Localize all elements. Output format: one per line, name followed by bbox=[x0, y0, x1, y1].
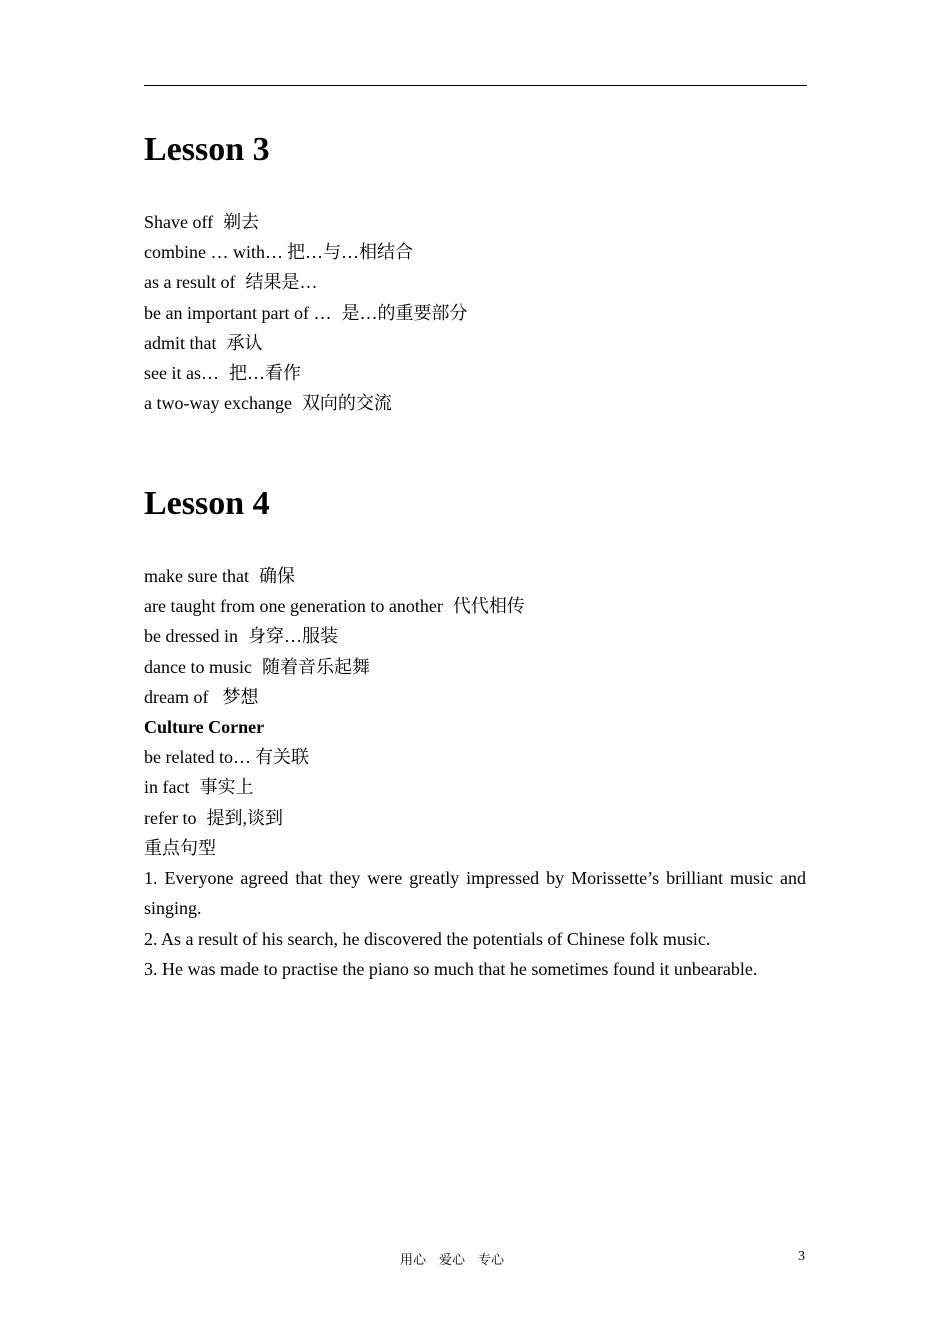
key-sentence: 1. Everyone agreed that they were greatly impressed by Morissette’s brilliant music and singing. bbox=[144, 867, 806, 919]
vocab-chinese: 把…看作 bbox=[228, 362, 301, 383]
lesson-4-heading: Lesson 4 bbox=[144, 485, 270, 522]
vocab-english: in fact bbox=[144, 777, 190, 798]
vocab-chinese: 结果是… bbox=[245, 272, 318, 293]
key-sentences bbox=[144, 863, 806, 985]
vocab-item bbox=[144, 682, 806, 712]
vocab-chinese: 梦想 bbox=[222, 686, 259, 707]
vocab-item bbox=[144, 591, 806, 621]
vocab-english: be an important part of … bbox=[144, 302, 332, 323]
vocab-english: as a result of bbox=[144, 272, 236, 293]
footer-motto: 用心 爱心 专心 bbox=[400, 1252, 505, 1267]
vocab-item bbox=[144, 358, 806, 388]
vocab-item bbox=[144, 298, 806, 328]
vocab-item bbox=[144, 207, 806, 237]
vocab-chinese: 有关联 bbox=[254, 747, 309, 768]
vocab-item bbox=[144, 267, 806, 297]
vocab-chinese: 事实上 bbox=[199, 777, 254, 798]
vocab-item bbox=[144, 803, 806, 833]
vocab-english: combine … with… bbox=[144, 242, 283, 263]
vocab-english: a two-way exchange bbox=[144, 393, 292, 414]
vocab-item bbox=[144, 772, 806, 802]
vocab-english: dream of bbox=[144, 686, 209, 707]
vocab-item bbox=[144, 742, 806, 772]
vocab-english: refer to bbox=[144, 807, 197, 828]
vocab-item bbox=[144, 328, 806, 358]
vocab-english: be dressed in bbox=[144, 626, 238, 647]
vocab-chinese: 把…与…相结合 bbox=[286, 242, 413, 263]
vocab-english: dance to music bbox=[144, 656, 252, 677]
vocab-item bbox=[144, 621, 806, 651]
page-number: 3 bbox=[798, 1249, 805, 1264]
lesson-4-vocab-list bbox=[144, 561, 806, 985]
culture-corner-heading: Culture Corner bbox=[144, 716, 265, 737]
vocab-english: are taught from one generation to another bbox=[144, 596, 443, 617]
lesson-3-heading: Lesson 3 bbox=[144, 131, 270, 168]
vocab-chinese: 双向的交流 bbox=[301, 393, 392, 414]
vocab-item bbox=[144, 237, 806, 267]
vocab-english: see it as… bbox=[144, 362, 219, 383]
vocab-english: admit that bbox=[144, 332, 217, 353]
lesson-3-vocab-list bbox=[144, 207, 806, 418]
vocab-chinese: 身穿…服装 bbox=[247, 626, 338, 647]
vocab-chinese: 确保 bbox=[258, 566, 295, 586]
vocab-chinese: 剃去 bbox=[223, 212, 260, 232]
vocab-item bbox=[144, 561, 806, 591]
vocab-chinese: 提到,谈到 bbox=[206, 807, 283, 828]
vocab-chinese: 承认 bbox=[226, 332, 263, 353]
vocab-chinese: 代代相传 bbox=[452, 596, 525, 617]
vocab-item bbox=[144, 652, 806, 682]
key-sentences-heading: 重点句型 bbox=[144, 837, 216, 858]
vocab-english: make sure that bbox=[144, 566, 249, 586]
vocab-item bbox=[144, 388, 806, 418]
vocab-chinese: 随着音乐起舞 bbox=[261, 656, 370, 677]
vocab-chinese: 是…的重要部分 bbox=[341, 302, 468, 323]
header-rule bbox=[144, 85, 807, 86]
key-sentence: 2. As a result of his search, he discovered the potentials of Chinese folk music. bbox=[144, 928, 711, 949]
key-sentence: 3. He was made to practise the piano so much that he sometimes found it unbearable. bbox=[144, 959, 758, 980]
vocab-english: Shave off bbox=[144, 212, 214, 232]
vocab-english: be related to… bbox=[144, 747, 251, 768]
